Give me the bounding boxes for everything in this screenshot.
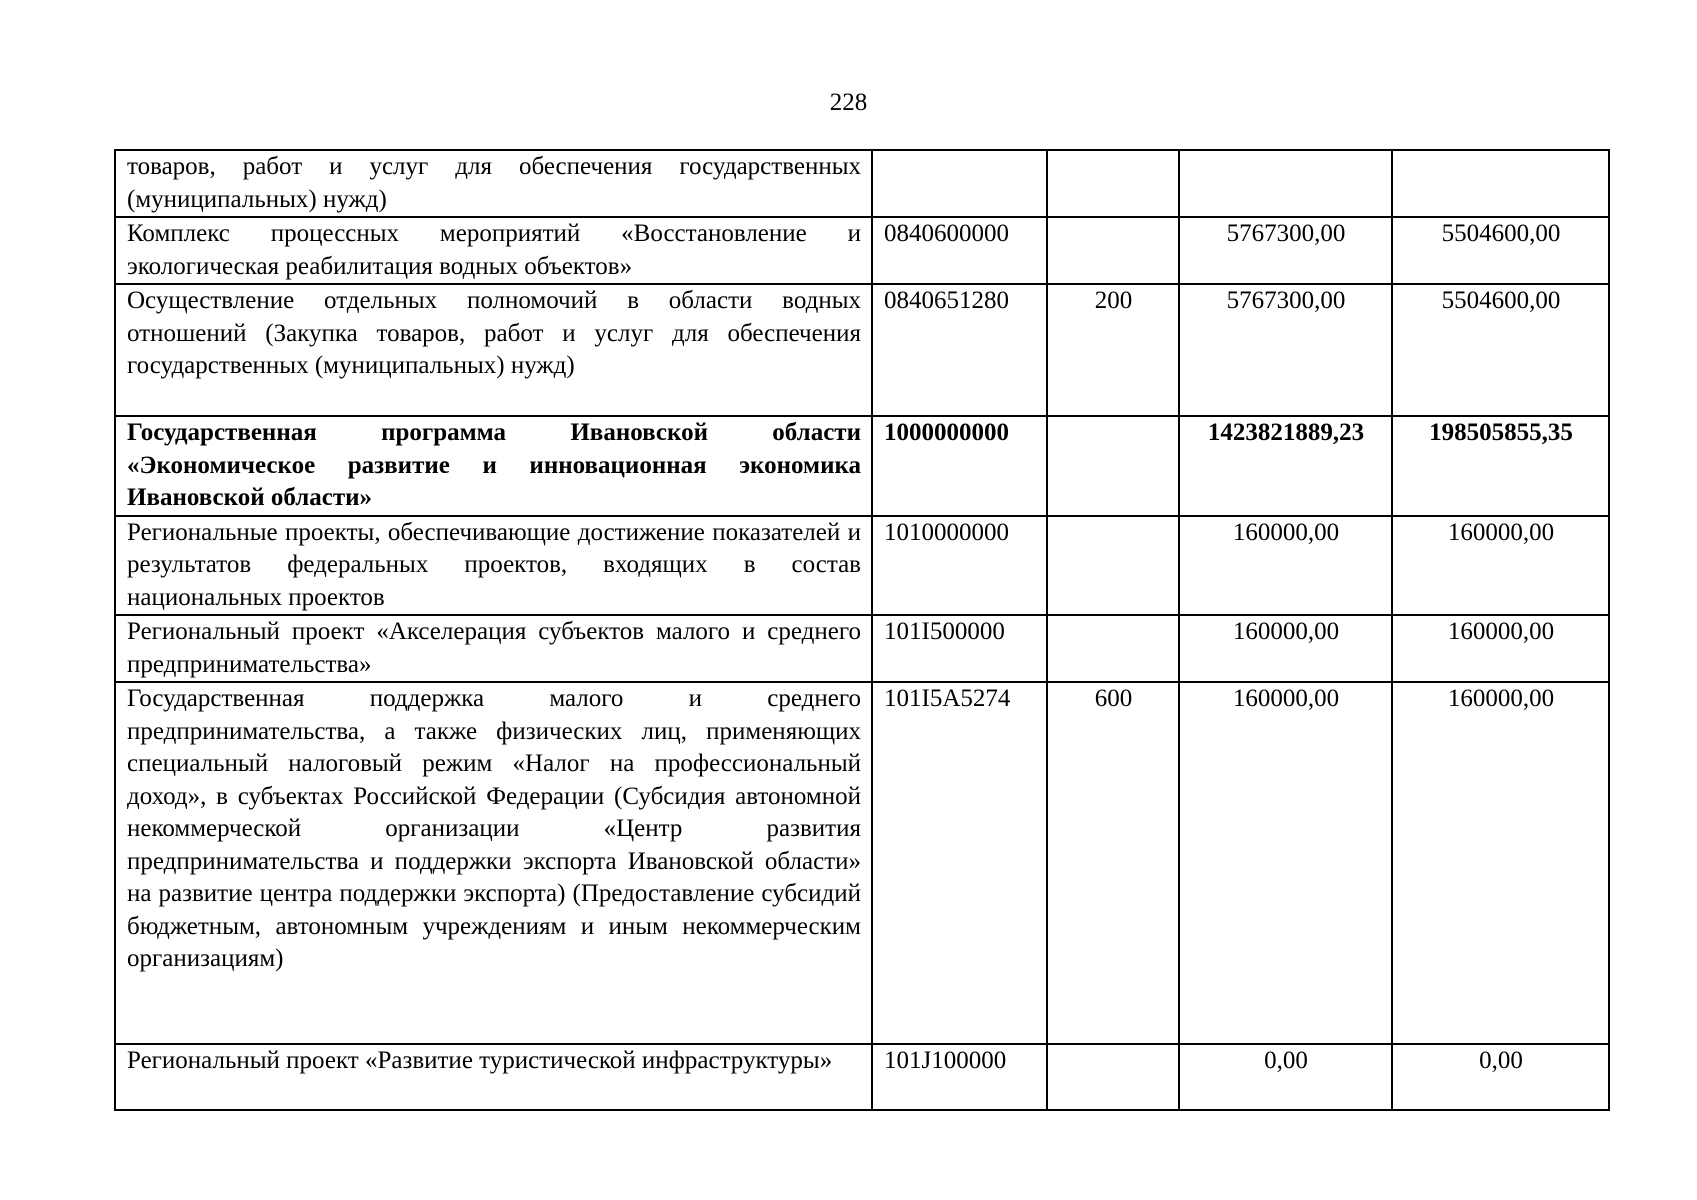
row-description: Осуществление отдельных полномочий в области водных отношений (Закупка товаров, работ и услуг для обеспечения государственных (муниципальных) нужд) [115,284,872,416]
row-expense-type [1047,150,1179,217]
row-amount-1: 0,00 [1179,1044,1392,1110]
row-description: Комплекс процессных мероприятий «Восстановление и экологическая реабилитация водных объектов» [115,217,872,284]
row-code [872,150,1047,217]
row-amount-2: 5504600,00 [1392,217,1609,284]
row-amount-1: 1423821889,23 [1179,416,1392,516]
table-row [115,150,1609,217]
row-amount-2: 160000,00 [1392,615,1609,682]
row-amount-2: 160000,00 [1392,516,1609,616]
page-number: 228 [829,89,868,116]
row-code: 101I5A5274 [872,682,1047,1044]
row-code: 0840600000 [872,217,1047,284]
row-expense-type [1047,217,1179,284]
row-code: 101I500000 [872,615,1047,682]
row-description: товаров, работ и услуг для обеспечения государственных (муниципальных) нужд) [115,150,872,217]
row-amount-2: 160000,00 [1392,682,1609,1044]
row-expense-type [1047,416,1179,516]
table-row [115,682,1609,1044]
row-code: 1010000000 [872,516,1047,616]
row-amount-2: 198505855,35 [1392,416,1609,516]
row-description: Государственная поддержка малого и среднего предпринимательства, а также физических лиц, применяющих специальный налоговый режим «Налог на профессиональный доход», в субъектах Российской Федерации (Субсидия автономной некоммерческой организации «Центр развития предпринимательства и поддержки экспорта Ивановской области» на развитие центра поддержки экспорта) (Предоставление субсидий бюджетным, автономным учреждениям и иным некоммерческим организациям) [115,682,872,1044]
row-amount-2 [1392,150,1609,217]
row-description: Региональный проект «Акселерация субъектов малого и среднего предпринимательства» [115,615,872,682]
row-expense-type [1047,615,1179,682]
row-code: 101J100000 [872,1044,1047,1110]
table-row [115,284,1609,416]
table-row [115,516,1609,616]
row-amount-1: 160000,00 [1179,516,1392,616]
row-expense-type: 600 [1047,682,1179,1044]
table-row [115,1044,1609,1110]
row-amount-1: 5767300,00 [1179,284,1392,416]
row-expense-type [1047,1044,1179,1110]
row-expense-type: 200 [1047,284,1179,416]
row-amount-1: 160000,00 [1179,682,1392,1044]
row-code: 1000000000 [872,416,1047,516]
row-amount-1 [1179,150,1392,217]
row-description: Региональный проект «Развитие туристической инфраструктуры» [115,1044,872,1110]
table-row [115,416,1609,516]
row-description: Региональные проекты, обеспечивающие достижение показателей и результатов федеральных проектов, входящих в состав национальных проектов [115,516,872,616]
row-expense-type [1047,516,1179,616]
table-row [115,615,1609,682]
row-description: Государственная программа Ивановской области «Экономическое развитие и инновационная экономика Ивановской области» [115,416,872,516]
row-amount-2: 0,00 [1392,1044,1609,1110]
row-code: 0840651280 [872,284,1047,416]
row-amount-2: 5504600,00 [1392,284,1609,416]
budget-table [114,149,1610,1111]
table-row [115,217,1609,284]
row-amount-1: 160000,00 [1179,615,1392,682]
row-amount-1: 5767300,00 [1179,217,1392,284]
